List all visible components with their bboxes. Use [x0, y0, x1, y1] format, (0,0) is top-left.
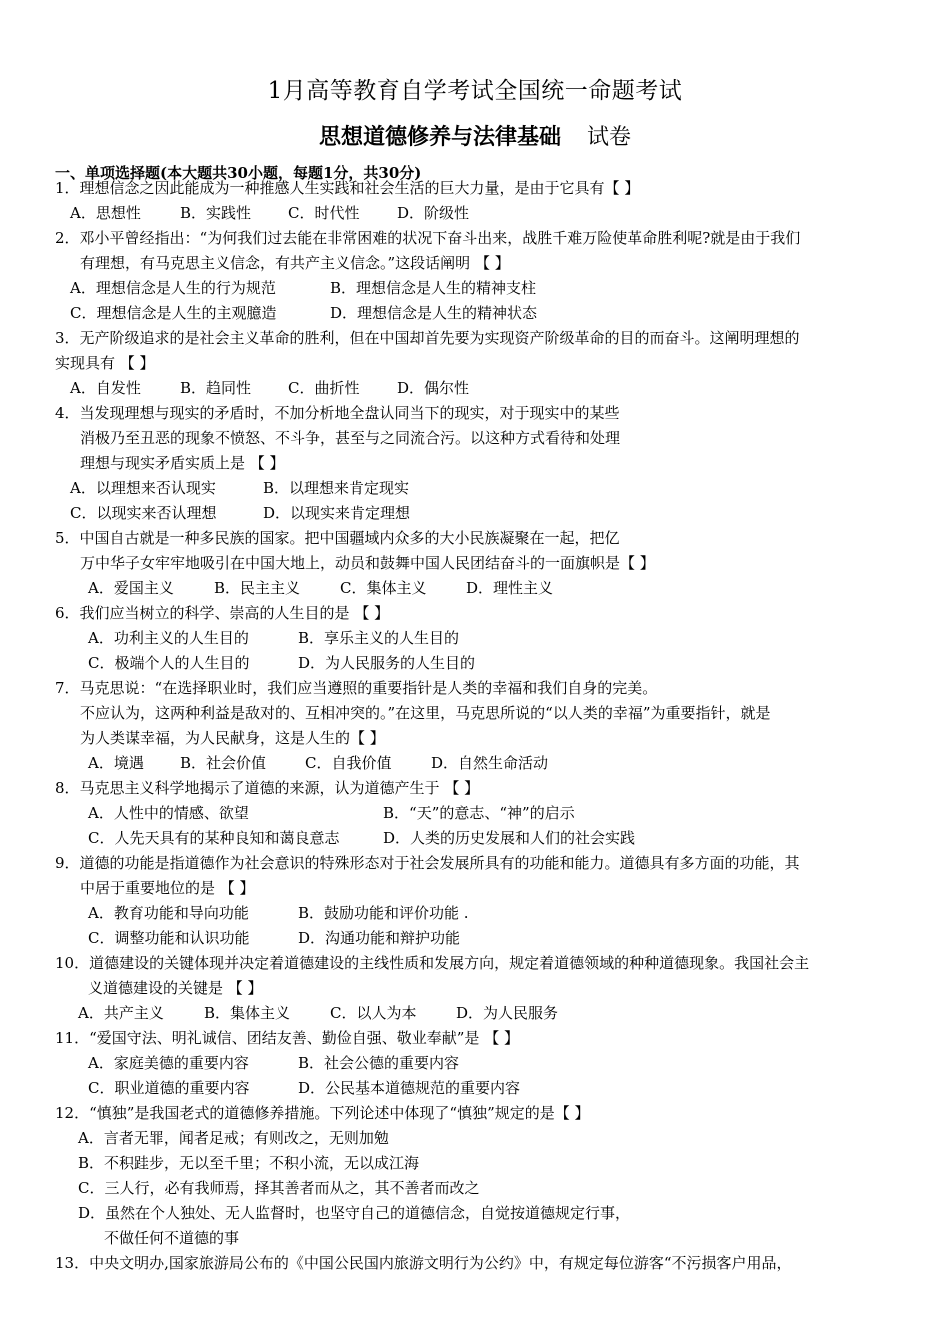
answer-option: A．思想性 [70, 204, 141, 222]
answer-option: D．公民基本道德规范的重要内容 [298, 1079, 521, 1097]
subject-name: 思想道德修养与法律基础 [318, 124, 561, 150]
question-line: 3．无产阶级追求的是社会主义革命的胜利，但在中国却首先要为实现资产阶级革命的目的而奋斗。这阐明理想的 [55, 329, 800, 347]
question-line: 12．“慎独”是我国老式的道德修养措施。下列论述中体现了“慎独”规定的是【 】 [55, 1104, 590, 1122]
question-line: 理想与现实矛盾实质上是 【 】 [80, 454, 285, 472]
answer-option: C．职业道德的重要内容 [88, 1079, 250, 1097]
answer-option: B．理想信念是人生的精神支柱 [330, 279, 537, 297]
answer-option: C．调整功能和认识功能 [88, 929, 250, 947]
answer-option: A．家庭美德的重要内容 [88, 1054, 249, 1072]
answer-option: B．鼓励功能和评价功能 . [298, 904, 469, 922]
answer-option: D．偶尔性 [397, 379, 470, 397]
answer-option: D．人类的历史发展和人们的社会实践 [383, 829, 636, 847]
answer-option: D．阶级性 [397, 204, 470, 222]
answer-option: B．“天”的意志、“神”的启示 [383, 804, 575, 822]
question-line: 10．道德建设的关键体现并决定着道德建设的主线性质和发展方向，规定着道德领域的种种道德现象。我国社会主 [55, 954, 810, 972]
answer-option: C．时代性 [288, 204, 360, 222]
answer-option: A．以理想来否认现实 [70, 479, 216, 497]
answer-option: B．社会价值 [180, 754, 267, 772]
answer-option: D．以现实来肯定理想 [263, 504, 411, 522]
question-line: 有理想，有马克思主义信念，有共产主义信念。”这段话阐明 【 】 [80, 254, 510, 272]
question-line: C．三人行，必有我师焉，择其善者而从之，其不善者而改之 [78, 1179, 480, 1197]
answer-option: D．为人民服务 [456, 1004, 559, 1022]
answer-option: B．集体主义 [204, 1004, 291, 1022]
answer-option: B．以理想来肯定现实 [263, 479, 410, 497]
answer-option: B．实践性 [180, 204, 252, 222]
answer-option: A．教育功能和导向功能 [88, 904, 249, 922]
question-line: 6．我们应当树立的科学、崇高的人生目的是 【 】 [55, 604, 390, 622]
answer-option: C．集体主义 [340, 579, 427, 597]
question-line: 1．理想信念之因此能成为一种推感人生实践和社会生活的巨大力量，是由于它具有【 】 [55, 179, 640, 197]
question-line: 4．当发现理想与现实的矛盾时，不加分析地全盘认同当下的现实，对于现实中的某些 [55, 404, 620, 422]
question-line: 为人类谋幸福，为人民献身，这是人生的【 】 [80, 729, 385, 747]
question-line: 义道德建设的关键是 【 】 [88, 979, 263, 997]
question-line: 不做任何不道德的事 [104, 1229, 240, 1247]
answer-option: D．沟通功能和辩护功能 [298, 929, 461, 947]
section-heading: 一、单项选择题(本大题共30小题，每题1分，共30分) [55, 164, 422, 182]
answer-option: A．理想信念是人生的行为规范 [70, 279, 276, 297]
answer-option: A．自发性 [70, 379, 141, 397]
question-line: 2．邓小平曾经指出：“为何我们过去能在非常困难的状况下奋斗出来，战胜千难万险使革命胜利呢?就是由于我们 [55, 229, 801, 247]
answer-option: B．社会公德的重要内容 [298, 1054, 460, 1072]
answer-option: A．境遇 [88, 754, 144, 772]
question-line: 不应认为，这两种利益是敌对的、互相冲突的。”在这里，马克思所说的“以人类的幸福”为重要指针，就是 [80, 704, 771, 722]
answer-option: C．人先天具有的某种良知和蔼良意志 [88, 829, 340, 847]
answer-option: A．爱国主义 [88, 579, 174, 597]
answer-option: D．理想信念是人生的精神状态 [330, 304, 538, 322]
question-line: 11．“爱国守法、明礼诚信、团结友善、勤俭自强、敬业奉献”是 【 】 [55, 1029, 519, 1047]
answer-option: D．自然生命活动 [431, 754, 549, 772]
answer-option: D．理性主义 [466, 579, 554, 597]
question-line: 中居于重要地位的是 【 】 [80, 879, 255, 897]
question-line: 万中华子女牢牢地吸引在中国大地上，动员和鼓舞中国人民团结奋斗的一面旗帜是【 】 [80, 554, 655, 572]
answer-option: C．理想信念是人生的主观臆造 [70, 304, 277, 322]
answer-option: C．以人为本 [330, 1004, 417, 1022]
question-line: 9．道德的功能是指道德作为社会意识的特殊形态对于社会发展所具有的功能和能力。道德具有多方面的功能，其 [55, 854, 800, 872]
answer-option: B．趋同性 [180, 379, 252, 397]
answer-option: A．人性中的情感、欲望 [88, 804, 249, 822]
exam-title: 1月高等教育自学考试全国统一命题考试 [267, 78, 683, 104]
answer-option: C．曲折性 [288, 379, 360, 397]
answer-option: B．享乐主义的人生目的 [298, 629, 460, 647]
question-line: 13．中央文明办,国家旅游局公布的《中国公民国内旅游文明行为公约》中，有规定每位游客“不污损客户用品， [55, 1254, 792, 1272]
question-line: 5．中国自古就是一种多民族的国家。把中国疆域内众多的大小民族凝聚在一起，把亿 [55, 529, 620, 547]
exam-subject [0, 120, 950, 151]
answer-option: C．自我价值 [305, 754, 392, 772]
question-line: 8．马克思主义科学地揭示了道德的来源，认为道德产生于 【 】 [55, 779, 480, 797]
question-line: 消极乃至丑恶的现象不愤怒、不斗争，甚至与之同流合污。以这种方式看待和处理 [80, 429, 621, 447]
question-line: 7．马克思说：“在选择职业时，我们应当遵照的重要指针是人类的幸福和我们自身的完美。 [55, 679, 658, 697]
question-line: 实现具有 【 】 [55, 354, 155, 372]
answer-option: A．共产主义 [78, 1004, 164, 1022]
question-line: D．虽然在个人独处、无人监督时，也坚守自己的道德信念，自觉按道德规定行事， [78, 1204, 631, 1222]
answer-option: A．功利主义的人生目的 [88, 629, 249, 647]
question-line: B．不积跬步，无以至千里；不积小流，无以成江海 [78, 1154, 420, 1172]
answer-option: D．为人民服务的人生目的 [298, 654, 476, 672]
question-line: A．言者无罪，闻者足戒；有则改之，无则加勉 [78, 1129, 389, 1147]
paper-word: 试卷 [587, 125, 632, 150]
answer-option: B．民主主义 [214, 579, 301, 597]
answer-option: C．极端个人的人生目的 [88, 654, 250, 672]
answer-option: C．以现实来否认理想 [70, 504, 217, 522]
